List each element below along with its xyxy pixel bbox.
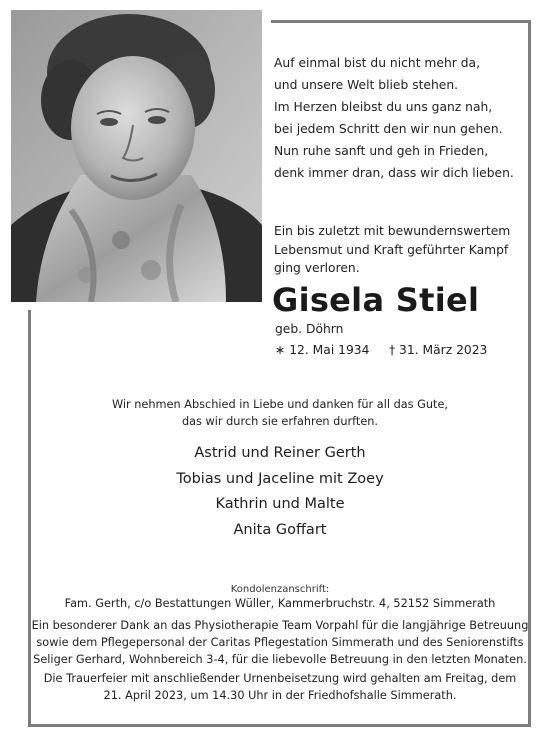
funeral-line: Die Trauerfeier mit anschließender Urnenbeisetzung wird gehalten am Freitag, dem	[43, 672, 517, 685]
mourner: Kathrin und Malte	[215, 496, 345, 512]
poem-line: Im Herzen bleibst du uns ganz nah,	[274, 100, 493, 114]
birth-name: geb. Döhrn	[275, 322, 344, 336]
intro-line: ging verloren.	[274, 261, 360, 275]
mourner: Anita Goffart	[233, 521, 327, 538]
poem	[274, 52, 524, 184]
intro-text	[274, 222, 524, 278]
condolence-address-label	[30, 583, 530, 597]
mourners-list	[30, 441, 530, 543]
thanks-text	[30, 617, 530, 668]
funeral-info	[30, 670, 530, 704]
deceased-name: Gisela Stiel	[272, 281, 480, 319]
mourner: Astrid und Reiner Gerth	[194, 445, 366, 461]
thanks-line: Seliger Gerhard, Wohnbereich 3-4, für die liebevolle Betreuung in den letzten Monaten.	[33, 653, 527, 666]
poem-line: bei jedem Schritt den wir nun gehen.	[274, 122, 503, 136]
farewell-text	[30, 397, 530, 430]
intro-line: Ein bis zuletzt mit bewundernswertem	[274, 224, 511, 238]
farewell-line: das wir durch sie erfahren durften.	[181, 414, 379, 428]
poem-line: und unsere Welt blieb stehen.	[274, 78, 459, 92]
poem-line: Auf einmal bist du nicht mehr da,	[274, 56, 480, 70]
poem-line: Nun ruhe sanft und geh in Frieden,	[274, 144, 489, 158]
intro-line: Lebensmut und Kraft geführter Kampf	[274, 242, 509, 257]
poem-line: denk immer dran, dass wir dich lieben.	[274, 166, 514, 180]
farewell-line: Wir nehmen Abschied in Liebe und danken für all das Gute,	[111, 398, 449, 411]
address-text: Fam. Gerth, c/o Bestattungen Wüller, Kammerbruchstr. 4, 52152 Simmerath	[64, 597, 496, 610]
portrait-photo	[11, 10, 262, 302]
birth-date: ∗ 12. Mai 1934	[275, 343, 370, 357]
thanks-line: Ein besonderer Dank an das Physiotherapie Team Vorpahl für die langjährige Betreuung	[31, 619, 529, 632]
address-label-text: Kondolenzanschrift:	[230, 584, 330, 595]
mourner: Tobias und Jaceline mit Zoey	[176, 470, 384, 487]
death-date: † 31. März 2023	[389, 343, 488, 357]
thanks-line: sowie dem Pflegepersonal der Caritas Pflegestation Simmerath und des Seniorenstifts	[36, 636, 524, 649]
condolence-address	[30, 596, 530, 612]
funeral-line: 21. April 2023, um 14.30 Uhr in der Friedhofshalle Simmerath.	[103, 689, 457, 702]
